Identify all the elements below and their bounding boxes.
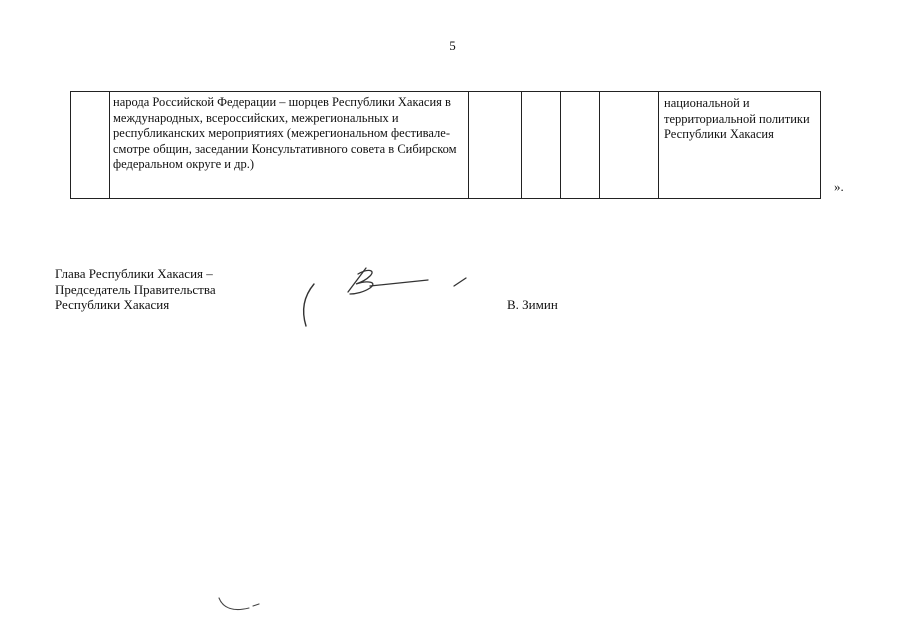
signatory-title-line: Председатель Правительства: [55, 281, 216, 297]
cell-empty-4: [600, 92, 659, 199]
cell-responsible: [659, 92, 821, 199]
page-number: 5: [449, 38, 456, 53]
cell-number: [71, 92, 110, 199]
event-text: народа Российской Федерации – шорцев Республики Хакасия в международных, всероссийских, межрегиональных и республиканских мероприятиях (межрегиональном фестивале-смотре общин, заседании Консультативного совета в Сибирском федеральном округе и др.): [113, 95, 457, 171]
table-row: [71, 92, 821, 199]
cell-empty-2: [522, 92, 561, 199]
cell-event: [110, 92, 469, 199]
closing-quote: ».: [834, 179, 844, 194]
plan-table: [70, 91, 821, 199]
signatory-title-line: Республики Хакасия: [55, 297, 170, 312]
signatory-title: [55, 266, 216, 313]
signatory-title-line: Глава Республики Хакасия –: [55, 266, 213, 281]
cell-empty-3: [561, 92, 600, 199]
handwritten-signature: [296, 262, 486, 332]
signatory-name: В. Зимин: [507, 297, 558, 312]
cell-empty-1: [469, 92, 522, 199]
responsible-text: национальной и территориальной политики Республики Хакасия: [664, 96, 810, 141]
stray-pen-mark: [215, 594, 265, 616]
